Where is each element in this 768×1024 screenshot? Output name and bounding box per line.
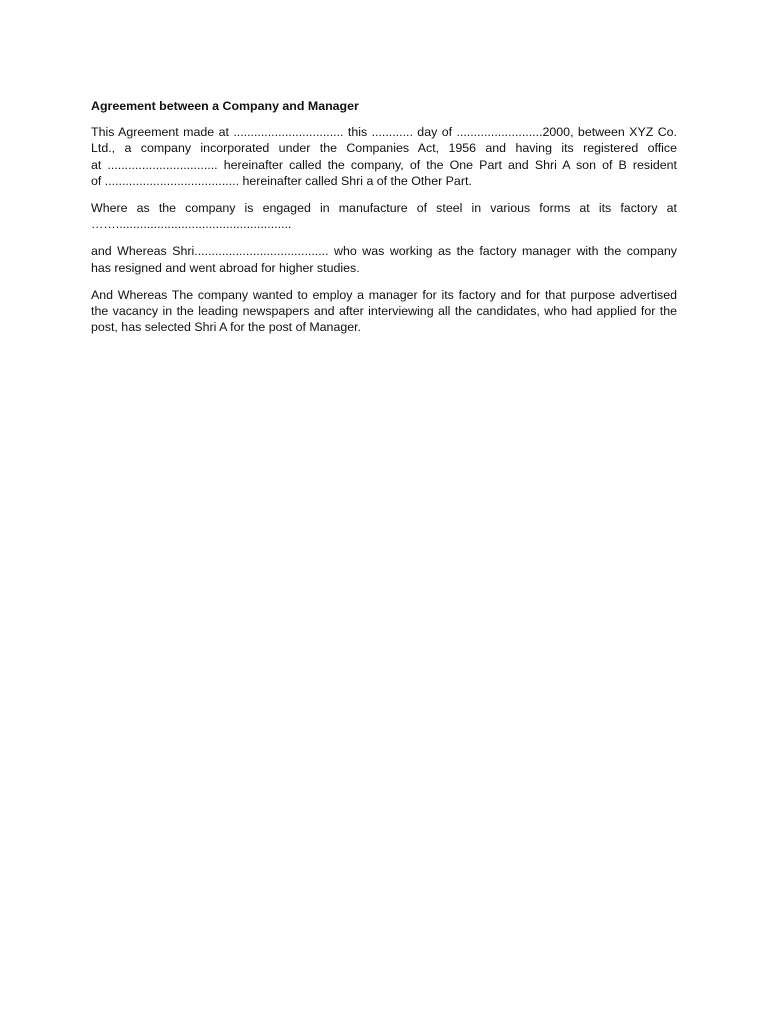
document-title: Agreement between a Company and Manager: [91, 99, 359, 113]
paragraph-previous-manager: [91, 243, 677, 275]
paragraph-line: post, has selected Shri A for the post of Manager.: [91, 320, 362, 335]
paragraph-line: ……...................................................: [91, 217, 292, 232]
paragraph-line: and Whereas Shri....................................... who was working as the factory manager with the company: [91, 244, 677, 259]
paragraph-line: Ltd., a company incorporated under the Companies Act, 1956 and having its registered office: [91, 141, 677, 156]
paragraph-selection: [91, 287, 677, 336]
paragraph-agreement-parties: [91, 124, 677, 189]
paragraph-company-business: [91, 200, 677, 232]
paragraph-line: Where as the company is engaged in manufacture of steel in various forms at its factory at: [91, 201, 677, 216]
paragraph-line: of ....................................... hereinafter called Shri a of the Other Part.: [91, 173, 472, 188]
paragraph-line: the vacancy in the leading newspapers and after interviewing all the candidates, who had applied for the: [91, 304, 677, 319]
paragraph-line: This Agreement made at ................................ this ............ day of .........................2000, between XYZ Co.: [91, 125, 677, 140]
paragraph-line: And Whereas The company wanted to employ a manager for its factory and for that purpose advertised: [91, 287, 677, 302]
paragraph-line: at ................................ hereinafter called the company, of the One Part and Shri A son of B resident: [91, 157, 677, 172]
paragraph-line: has resigned and went abroad for higher studies.: [91, 260, 360, 275]
document-body: [91, 98, 677, 346]
